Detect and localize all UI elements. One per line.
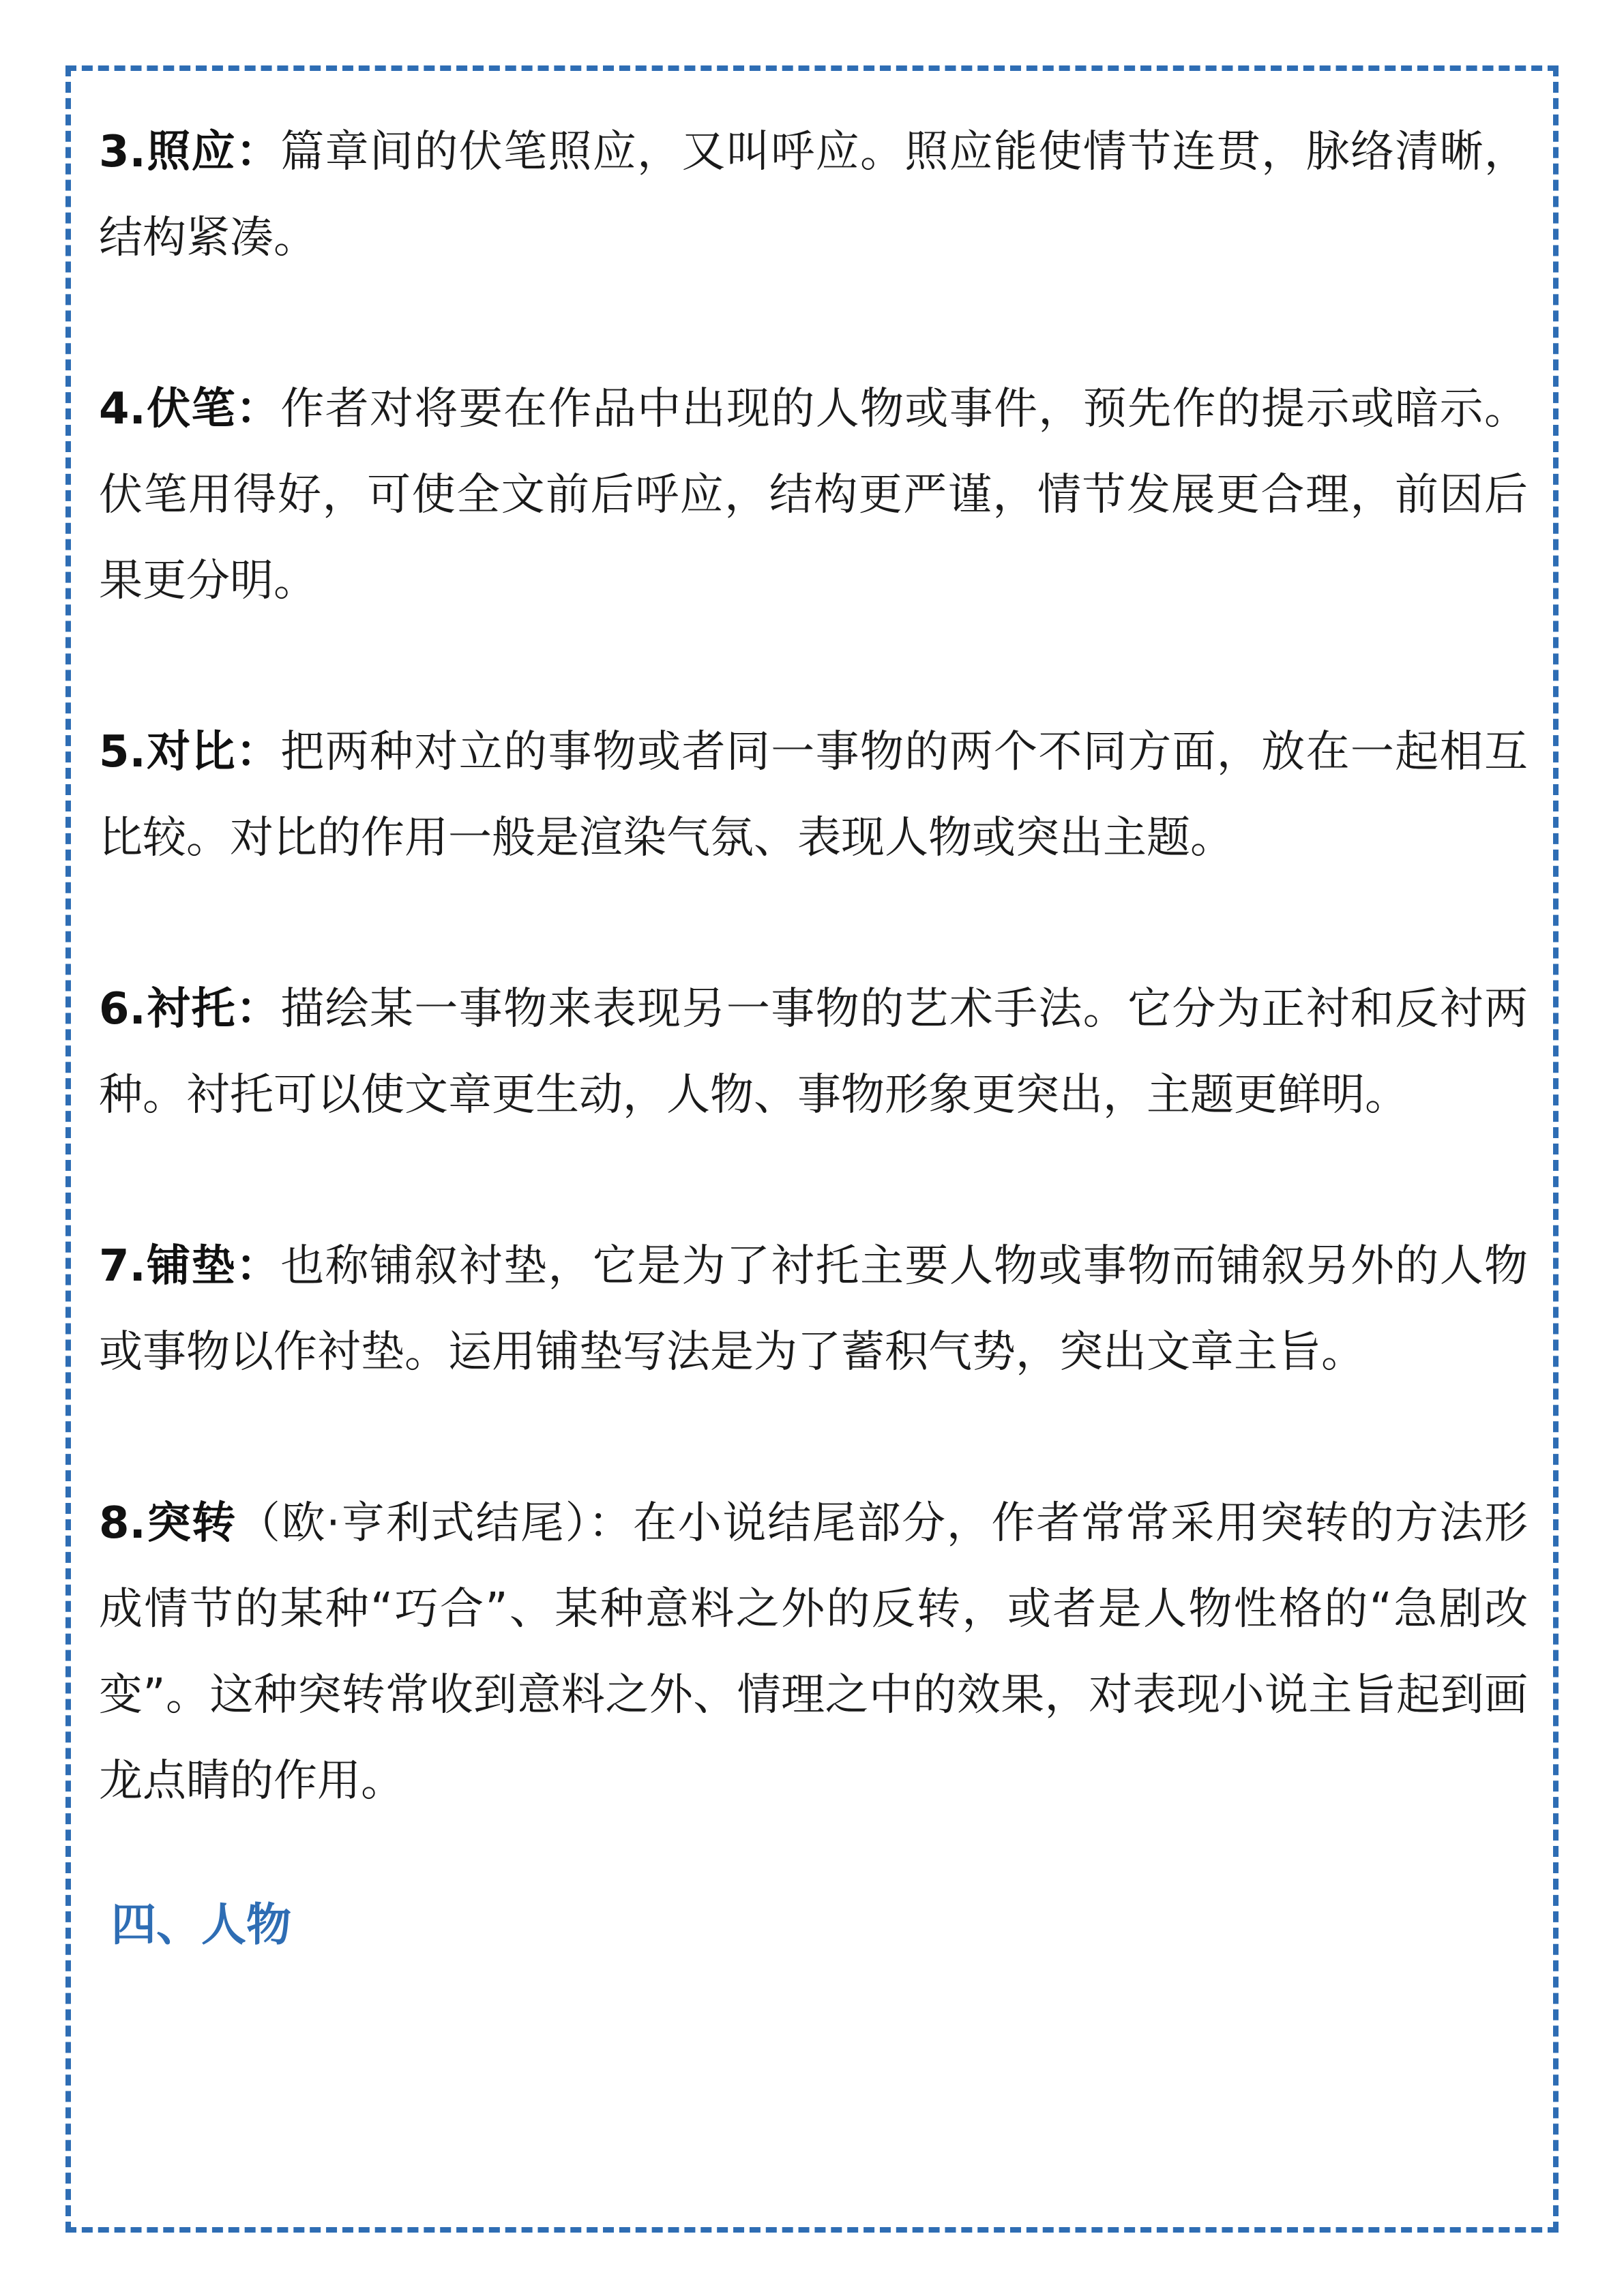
paragraph-tuzhuan bbox=[99, 1480, 1528, 1824]
term-label: 8.突转 bbox=[99, 1498, 237, 1549]
term-description: （欧·亨利式结尾）：在小说结尾部分，作者常常采用突转的方法形成情节的某种“巧合”、某种意料之外的反转，或者是人物性格的“急剧改变”。这种突转常收到意料之外、情理之中的效果，对表现小说主旨起到画龙点睛的作用。 bbox=[99, 1498, 1528, 1806]
term-description: 也称铺叙衬垫，它是为了衬托主要人物或事物而铺叙另外的人物或事物以作衬垫。运用铺垫写法是为了蓄积气势，突出文章主旨。 bbox=[99, 1241, 1529, 1377]
term-description: 把两种对立的事物或者同一事物的两个不同方面，放在一起相互比较。对比的作用一般是渲染气氛、表现人物或突出主题。 bbox=[99, 727, 1529, 863]
term-description: 作者对将要在作品中出现的人物或事件，预先作的提示或暗示。伏笔用得好，可使全文前后呼应，结构更严谨，情节发展更合理，前因后果更分明。 bbox=[99, 384, 1529, 606]
term-label: 4.伏笔： bbox=[99, 384, 281, 434]
term-label: 7.铺垫： bbox=[99, 1241, 281, 1292]
paragraph-chentuo bbox=[99, 966, 1528, 1138]
paragraph-fubi bbox=[99, 366, 1528, 624]
paragraph-zhaoying bbox=[99, 109, 1528, 281]
term-description: 篇章间的伏笔照应，又叫呼应。照应能使情节连贯，脉络清晰，结构紧凑。 bbox=[99, 127, 1529, 263]
term-label: 3.照应： bbox=[99, 127, 281, 177]
paragraph-duibi bbox=[99, 709, 1528, 881]
term-label: 5.对比： bbox=[99, 727, 281, 777]
term-label: 6.衬托： bbox=[99, 984, 281, 1034]
section-heading: 四、人物 bbox=[111, 1898, 291, 1951]
paragraph-pudian bbox=[99, 1223, 1528, 1395]
term-description: 描绘某一事物来表现另一事物的艺术手法。它分为正衬和反衬两种。衬托可以使文章更生动，人物、事物形象更突出，主题更鲜明。 bbox=[99, 984, 1529, 1120]
document-content bbox=[99, 109, 1528, 1968]
